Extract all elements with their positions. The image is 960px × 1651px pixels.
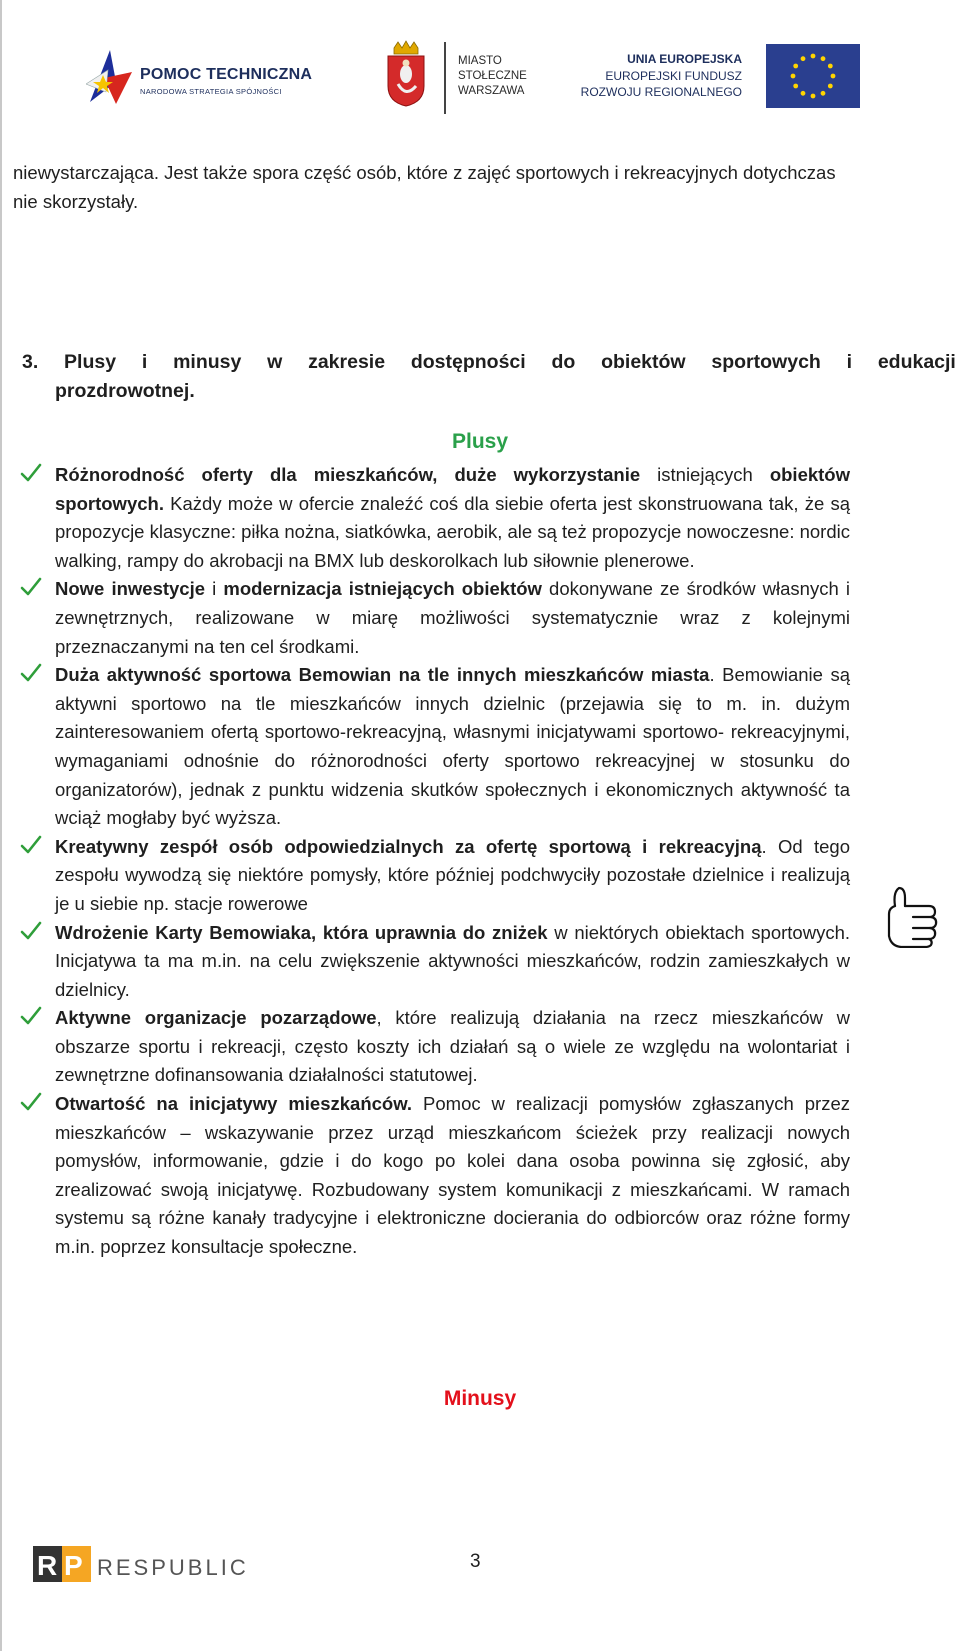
section-heading-line-2: prozdrowotnej. (55, 380, 195, 402)
heading-word: Plusy (64, 351, 117, 373)
heading-word: w (267, 351, 283, 373)
item-bold: Nowe inwestycje (55, 578, 206, 600)
list-item (20, 661, 850, 833)
heading-word: edukacji (877, 351, 956, 373)
item-text: i (205, 578, 224, 600)
section-number: 3. (22, 351, 39, 373)
checkmark-icon (20, 834, 42, 856)
heading-word: sportowych (711, 351, 821, 373)
heading-word: zakresie (308, 351, 386, 373)
ue-line-3: ROZWOJU REGIONALNEGO (580, 85, 742, 99)
item-text: Każdy może w ofercie znaleźć coś dla siebie oferta jest skonstruowana tak, że są propozycje klasyczne: piłka nożna, siatkówka, aerobik, ale są też propozycje nowoczesne: nordic walking, rampy do akrobacji na BMX lub deskorolkach lub siłownie plenerowe. (55, 492, 850, 571)
checkmark-icon (20, 662, 42, 684)
warszawa-line-1: MIASTO (458, 55, 502, 67)
checkmark-icon (20, 920, 42, 942)
ue-line-1: UNIA EUROPEJSKA (627, 52, 742, 66)
item-text: dokonywane ze środków własnych i zewnętrznych, realizowane w miarę możliwości systematycznie wraz z kolejnymi przeznaczanymi na ten cel środkami. (55, 578, 850, 657)
respublic-emblem-icon (33, 1546, 91, 1582)
warszawa-line-2: STOŁECZNE (458, 70, 527, 82)
ue-line-2: EUROPEJSKI FUNDUSZ (605, 69, 742, 83)
checkmark-icon (20, 1091, 42, 1113)
item-bold: Duża aktywność sportowa Bemowian na tle innych mieszkańców miasta (55, 664, 710, 686)
pomoc-techniczna-logo (86, 42, 316, 108)
plusy-heading: Plusy (451, 430, 509, 453)
heading-word: minusy (173, 351, 242, 373)
heading-word: i (141, 351, 148, 373)
item-text: w niektórych obiektach sportowych. Inicjatywa ta ma m.in. na celu zwiększenie aktywności mieszkańców, rodzin zamieszkałych w dzielnicy. (55, 921, 851, 1000)
pomoc-techniczna-subtitle: NARODOWA STRATEGIA SPÓJNOŚCI (140, 87, 282, 96)
item-bold: Różnorodność oferty dla mieszkańców, duże wykorzystanie (55, 464, 641, 485)
item-bold: Otwartość na inicjatywy mieszkańców. (55, 1093, 413, 1115)
unia-europejska-logo (580, 42, 874, 112)
pomoc-techniczna-title: POMOC TECHNICZNA (140, 66, 313, 83)
svg-text:P: P (64, 1550, 83, 1581)
heading-word: do (551, 351, 576, 373)
warszawa-line-3: WARSZAWA (458, 85, 525, 97)
eu-flag-icon (766, 44, 860, 108)
checkmark-icon (20, 462, 42, 484)
list-item (20, 461, 850, 575)
item-bold: modernizacja istniejących obiektów (223, 578, 542, 600)
svg-text:R: R (37, 1550, 58, 1581)
page-number: 3 (470, 1551, 481, 1572)
section-heading-line-1 (22, 348, 956, 377)
thumbs-up-icon (883, 884, 939, 948)
item-text: . Bemowianie są aktywni sportowo na tle mieszkańców innych dzielnic (przejawia się to m. in. dużym zainteresowaniem ofertą sportowo-rekreacyjną, własnymi inicjatywami sportowo- rekreacyjnymi, wymaganiami odnośnie do różnorodności oferty sportowo rekreacyjnej w stosunku do organizatorów), jednak z punktu widzenia skutków społecznych i ekonomicznych aktywność ta wciąż mogłaby być wyższa. (55, 664, 850, 829)
item-bold: Aktywne organizacje pozarządowe (55, 1007, 377, 1029)
item-text: istniejących (640, 464, 770, 485)
warszawa-coat-of-arms-icon (384, 40, 428, 108)
list-item (20, 833, 850, 919)
list-item (20, 919, 850, 1005)
item-bold: obiektów sportowych. (55, 464, 850, 514)
respublic-logo (33, 1546, 253, 1586)
header-logos (0, 0, 960, 130)
plusy-list (20, 461, 850, 1262)
intro-paragraph (13, 158, 933, 216)
item-bold: Kreatywny zespół osób odpowiedzialnych za ofertę sportową i rekreacyjną (55, 835, 762, 857)
item-bold: Wdrożenie Karty Bemowiaka, która uprawnia do zniżek (55, 921, 548, 943)
pomoc-techniczna-emblem-icon (86, 42, 136, 108)
list-item (20, 1004, 850, 1090)
heading-word: obiektów (601, 351, 686, 373)
heading-word: i (846, 351, 853, 373)
warszawa-logo (384, 40, 544, 116)
item-text: . Od tego zespołu wywodzą się niektóre pomysły, które później podchwyciły pozostałe dzielnice i realizują je u siebie np. stacje rowerowe (55, 835, 850, 914)
warszawa-divider (444, 42, 446, 114)
item-text: Pomoc w realizacji pomysłów zgłaszanych przez mieszkańców – wskazywanie przez urząd mieszkańcom ścieżek przy realizacji nowych pomysłów, informowanie, gdzie i do kogo po kolei dana osoba powinna się zgłosić, aby zrealizować swoją inicjatywę. Rozbudowany system komunikacji z mieszkańcami. W ramach systemu są różne kanały tradycyjne i elektroniczne docierania do odbiorców oraz różne formy m.in. poprzez konsultacje społeczne. (55, 1093, 850, 1258)
intro-line-1: niewystarczająca. Jest także spora część osób, które z zajęć sportowych i rekreacyjnych dotychczas (13, 162, 836, 183)
list-item (20, 1090, 850, 1262)
section-heading (22, 348, 956, 406)
minusy-heading: Minusy (443, 1387, 517, 1410)
list-item (20, 575, 850, 661)
heading-word: dostępności (410, 351, 526, 373)
intro-line-2: nie skorzystały. (13, 191, 139, 212)
checkmark-icon (20, 576, 42, 598)
item-text: , które realizują działania na rzecz mieszkańców w obszarze sportu i rekreacji, często koszty ich działań są o wiele ze względu na wolontariat i zewnętrzne dofinansowania działalności statutowej. (55, 1007, 850, 1086)
respublic-name: RESPUBLIC (97, 1555, 249, 1580)
checkmark-icon (20, 1005, 42, 1027)
